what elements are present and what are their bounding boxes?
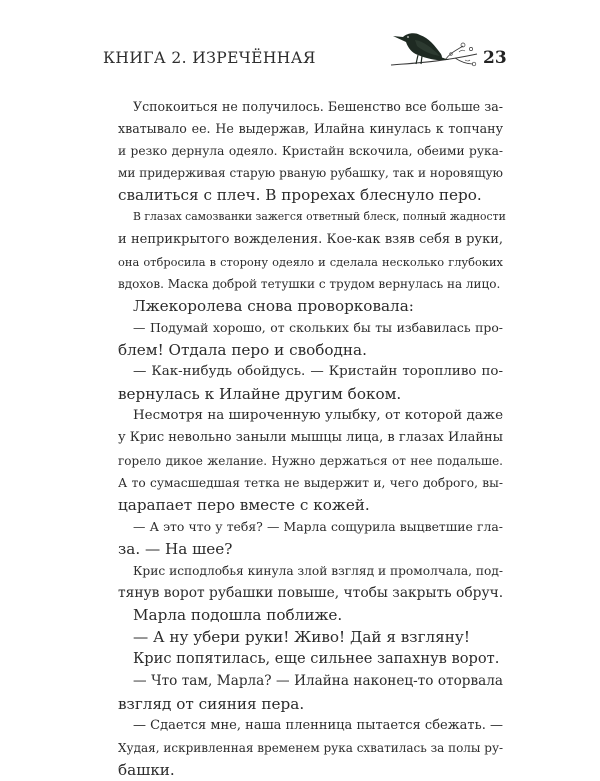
text-line: — Сдается мне, наша пленница пытается сбежать. — bbox=[133, 717, 503, 733]
text-line: и резко дернула одеяло. Кристайн вскочила, обеими рука- bbox=[118, 144, 503, 159]
paragraph bbox=[103, 317, 503, 361]
page-header bbox=[0, 0, 600, 90]
text-line: башки. bbox=[118, 760, 175, 779]
body-text bbox=[103, 96, 506, 781]
paragraph bbox=[103, 626, 503, 648]
text-line: вдохов. Маска доброй тетушки с трудом вернулась на лицо. bbox=[118, 276, 501, 291]
paragraph bbox=[103, 560, 503, 604]
paragraph bbox=[103, 648, 503, 670]
text-line: горело дикое желание. Нужно держаться от нее подальше. bbox=[118, 453, 503, 468]
text-line: — А это что у тебя? — Марла сощурила выцветшие гла- bbox=[133, 518, 503, 534]
paragraph bbox=[103, 516, 503, 560]
paragraph bbox=[103, 604, 503, 626]
text-line: ми придерживая старую рваную рубашку, так и норовящую bbox=[118, 166, 503, 181]
paragraph bbox=[103, 670, 503, 714]
text-line: свалиться с плеч. В прорехах блеснуло перо. bbox=[118, 186, 482, 205]
text-line: — Что там, Марла? — Илайна наконец-то оторвала bbox=[133, 673, 503, 690]
text-line: — Подумай хорошо, от скольких бы ты избавилась про- bbox=[133, 319, 503, 335]
text-line: царапает перо вместе с кожей. bbox=[118, 495, 370, 514]
text-line: А то сумасшедшая тетка не выдержит и, чего доброго, вы- bbox=[118, 475, 503, 490]
text-line: Крис попятилась, еще сильнее запахнув ворот. bbox=[133, 650, 500, 668]
text-line: вернулась к Илайне другим боком. bbox=[118, 385, 402, 404]
text-line: взгляд от сияния пера. bbox=[118, 694, 305, 713]
text-line: Марла подошла поближе. bbox=[133, 606, 343, 625]
paragraph bbox=[103, 206, 506, 294]
paragraph bbox=[103, 295, 503, 317]
paragraph bbox=[103, 405, 503, 515]
text-line: — Как-нибудь обойдусь. — Кристайн торопливо по- bbox=[133, 364, 503, 380]
text-line: Худая, искривленная временем рука схватилась за полы ру- bbox=[118, 740, 504, 755]
paragraph bbox=[103, 715, 503, 781]
text-line: — А ну убери руки! Живо! Дай я взгляну! bbox=[133, 628, 470, 647]
page-number: 23 bbox=[483, 48, 507, 68]
text-line: и неприкрытого вожделения. Кое-как взяв себя в руки, bbox=[118, 231, 503, 247]
paragraph bbox=[103, 361, 503, 405]
text-line: Несмотря на широченную улыбку, от которой даже bbox=[133, 408, 503, 424]
paragraph bbox=[103, 96, 503, 206]
raven-on-branch-icon bbox=[385, 24, 481, 80]
text-line: Успокоиться не получилось. Бешенство все больше за- bbox=[133, 99, 503, 114]
text-line: хватывало ее. Не выдержав, Илайна кинулась к топчану bbox=[118, 121, 503, 137]
running-title: КНИГА 2. ИЗРЕЧЁННАЯ bbox=[103, 49, 316, 67]
text-line: тянув ворот рубашки повыше, чтобы закрыть обруч. bbox=[118, 585, 504, 602]
text-line: за. — На шее? bbox=[118, 539, 233, 558]
text-line: блем! Отдала перо и свободна. bbox=[118, 341, 367, 360]
text-line: Крис исподлобья кинула злой взгляд и промолчала, под- bbox=[133, 563, 503, 578]
text-line: В глазах самозванки зажегся ответный блеск, полный жадности bbox=[133, 210, 506, 224]
text-line: она отбросила в сторону одеяло и сделала несколько глубоких bbox=[118, 254, 503, 269]
text-line: Лжекоролева снова проворковала: bbox=[133, 296, 414, 315]
text-line: у Крис невольно заныли мышцы лица, в глазах Илайны bbox=[118, 430, 503, 446]
